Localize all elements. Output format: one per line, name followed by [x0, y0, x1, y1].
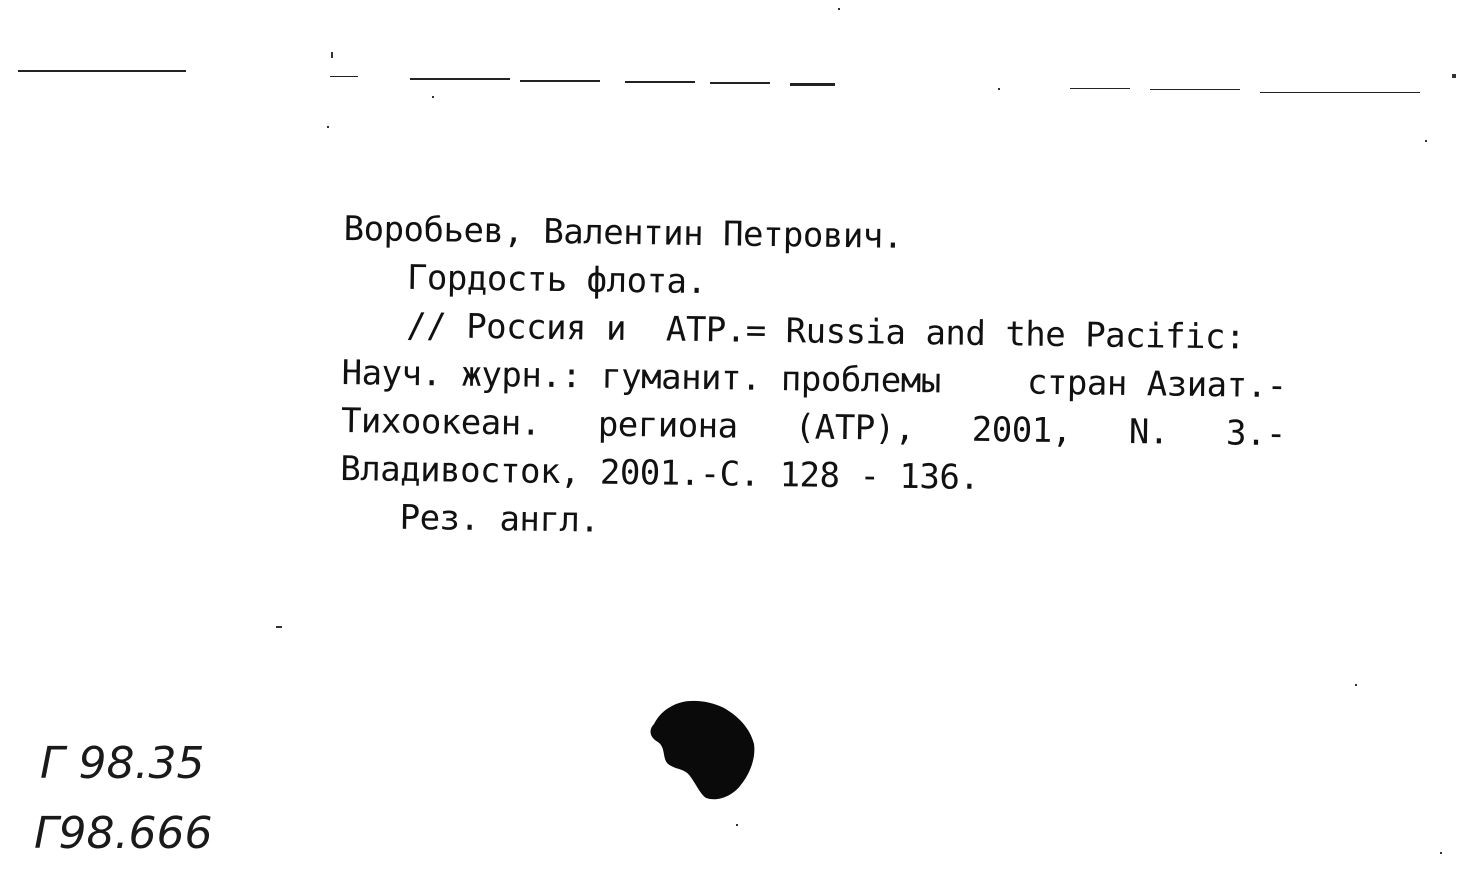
- top-rule-segment: [1070, 88, 1130, 89]
- source-line-2-part: стран Азиат.-: [1026, 362, 1287, 407]
- scan-speck: [1425, 140, 1427, 142]
- shelfmark-secondary: Г98.666: [34, 808, 213, 859]
- scan-speck: [276, 626, 282, 628]
- source-line-2-part: Науч. журн.: гуманит. проблемы: [341, 352, 941, 402]
- scan-speck: [1452, 74, 1456, 78]
- top-rule-segment: [410, 78, 510, 80]
- source-line-3-part: региона: [597, 404, 738, 447]
- ink-blot-mark: [646, 698, 758, 802]
- scan-speck: [736, 824, 738, 826]
- top-rule-segment: [790, 83, 835, 86]
- source-line-4: Владивосток, 2001.-С. 128 - 136.: [340, 448, 980, 498]
- source-line-3-part: 3.-: [1225, 413, 1287, 455]
- source-line-3-part: 2001,: [971, 409, 1072, 452]
- article-title: Гордость флота.: [406, 257, 707, 303]
- top-rule-segment: [18, 70, 186, 72]
- top-rule-segment: [710, 82, 770, 84]
- top-rule-segment: [520, 80, 600, 82]
- top-rule-segment: [330, 76, 358, 77]
- scan-speck: [998, 88, 1000, 90]
- source-line-3-part: Тихоокеан.: [340, 400, 541, 444]
- summary-note: Рез. англ.: [399, 497, 600, 541]
- scan-speck: [838, 8, 840, 10]
- source-line-1: // Россия и АТР.= Russia and the Pacific:: [406, 305, 1246, 358]
- author-heading: Воробьев, Валентин Петрович.: [343, 208, 904, 257]
- scan-speck: [1355, 684, 1357, 686]
- top-rule-segment: [1260, 92, 1420, 93]
- scan-speck: [331, 52, 333, 58]
- source-line-3-part: (АТР),: [794, 407, 915, 449]
- top-rule-segment: [625, 81, 695, 83]
- shelfmark-primary: Г 98.35: [40, 738, 205, 789]
- source-line-3-part: N.: [1128, 411, 1170, 453]
- scan-speck: [1440, 852, 1442, 854]
- scan-speck: [432, 96, 434, 98]
- top-rule-segment: [1150, 89, 1240, 90]
- scan-speck: [327, 126, 329, 128]
- bibliographic-entry: [339, 205, 1294, 554]
